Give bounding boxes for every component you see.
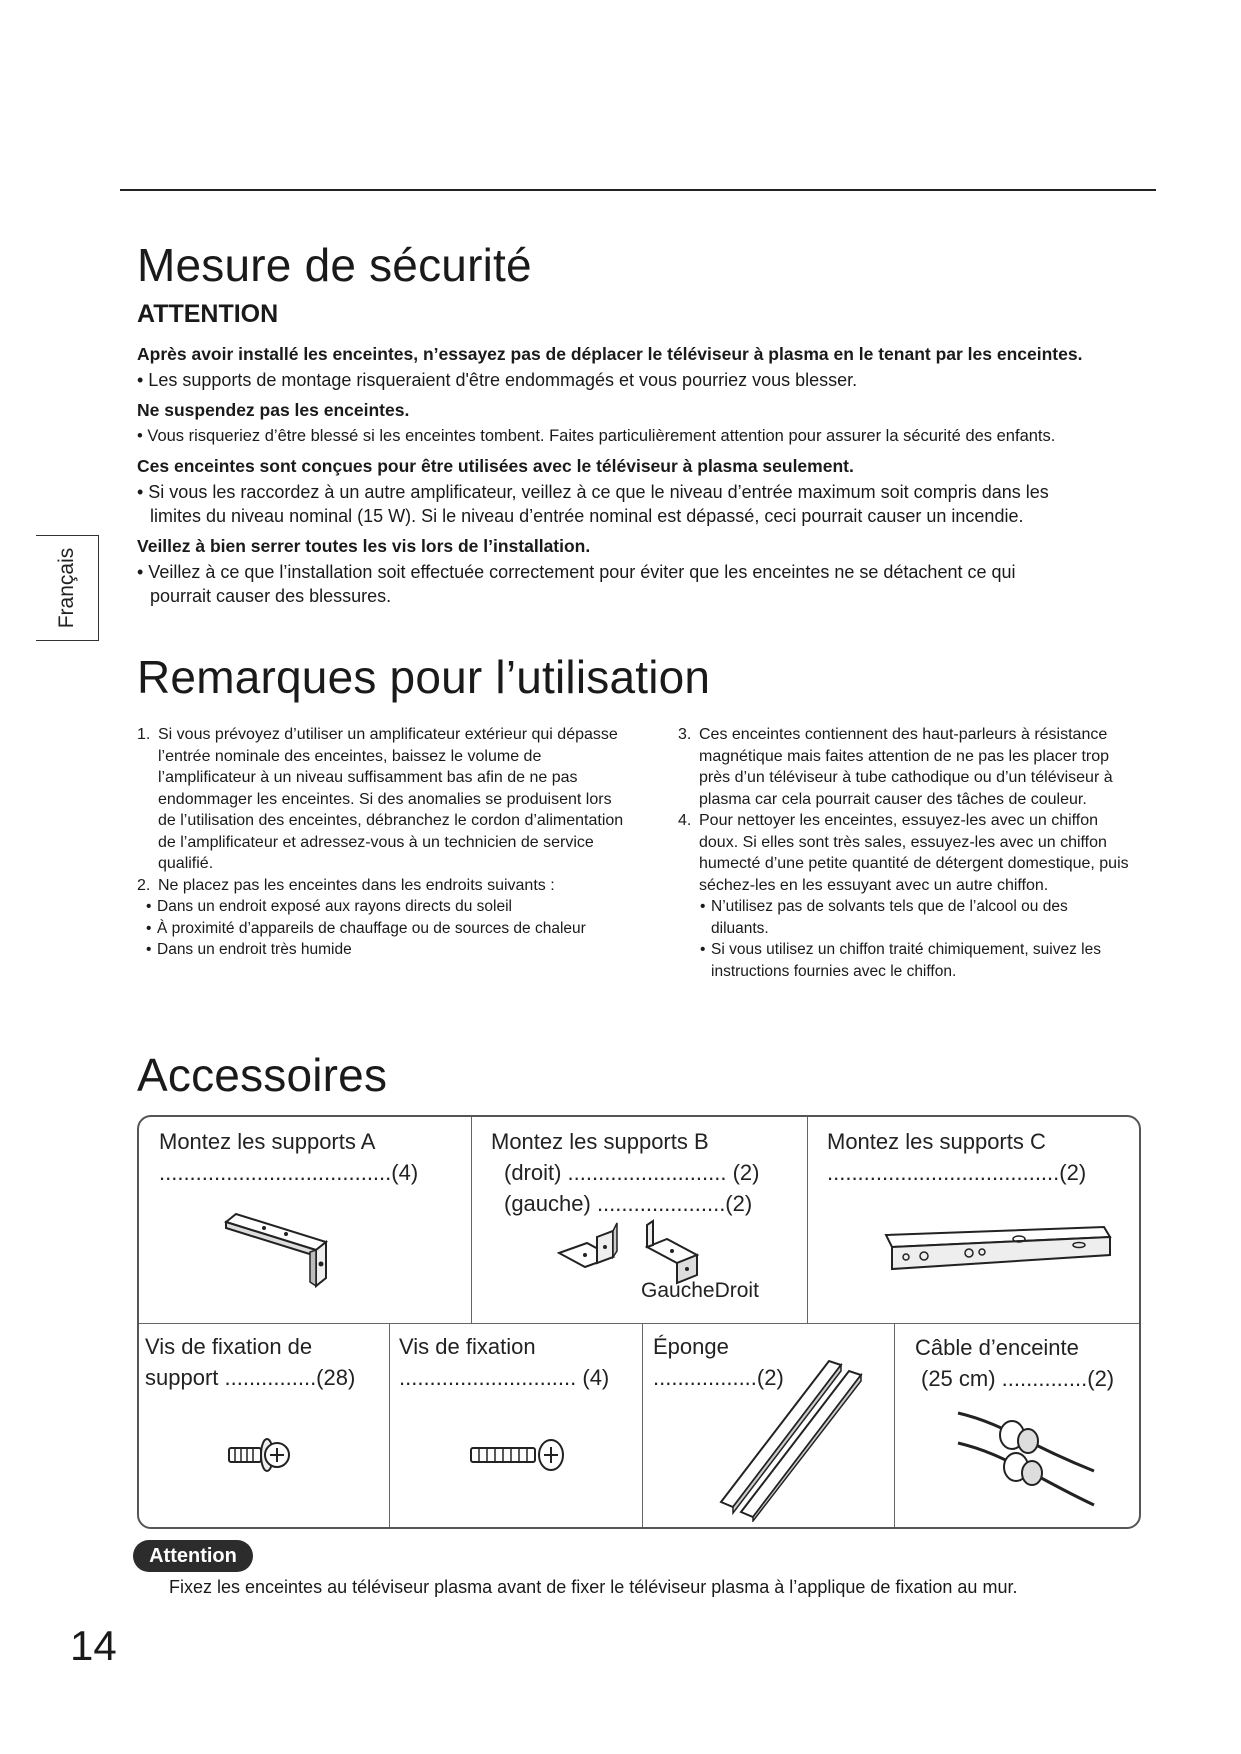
accessory-qty-left: (gauche) .....................(2)	[504, 1191, 753, 1216]
accessory-bracket-b	[491, 1126, 801, 1219]
short-screw-icon	[227, 1437, 297, 1473]
accessory-bracket-c	[827, 1126, 1127, 1188]
remarks-right-column	[678, 724, 1140, 982]
safety-title: Mesure de sécurité	[137, 239, 532, 291]
caption-right: Droit	[714, 1279, 759, 1302]
remark-subitem	[678, 896, 1140, 939]
table-col-divider	[894, 1323, 895, 1527]
accessory-speaker-cable	[915, 1332, 1140, 1394]
bullet: •	[700, 898, 706, 915]
page-number: 14	[70, 1622, 117, 1669]
accessory-name: Éponge	[653, 1334, 729, 1359]
table-row-divider	[139, 1323, 1139, 1324]
attention-heading: ATTENTION	[137, 300, 279, 328]
remark-text: Ne placez pas les enceintes dans les endroits suivants :	[158, 876, 555, 894]
remark-text: Pour nettoyer les enceintes, essuyez-les avec un chiffon doux. Si elles sont très sales, essuyez-les avec un chiffon humecté d’une petite quantité de détergent domestique, puis séchez-les en les essuyant avec un autre chiffon.	[699, 812, 1129, 894]
safety-warning-4: Veillez à bien serrer toutes les vis lors de l’installation.	[137, 536, 591, 556]
safety-detail-3b: limites du niveau nominal (15 W). Si le niveau d’entrée nominal est dépassé, ceci pourrait causer un incendie.	[150, 506, 1024, 526]
remark-text: Si vous prévoyez d’utiliser un amplificateur extérieur qui dépasse l’entrée nominale des enceintes, baissez le volume de l’amplificateur à un niveau suffisamment bas afin de ne pas endommager les enceintes. Si des anomalies se produisent lors de l’utilisation des enceintes, débranchez le cordon d’alimentation de l’amplificateur et adressez-vous à un technicien de service qualifié.	[158, 726, 624, 872]
accessory-bracket-screw	[145, 1331, 385, 1393]
attention-badge: Attention	[133, 1540, 253, 1572]
table-col-divider	[642, 1323, 643, 1527]
remark-item-4	[678, 810, 1140, 896]
header-rule	[120, 189, 1156, 191]
attention-note: Fixez les enceintes au téléviseur plasma avant de fixer le téléviseur plasma à l’applique de fixation au mur.	[169, 1577, 1018, 1597]
accessory-bracket-a	[159, 1126, 459, 1188]
bullet: •	[700, 941, 706, 958]
remark-subitem	[137, 918, 627, 940]
accessory-name: Montez les supports C	[827, 1129, 1046, 1154]
accessory-name: Câble d’enceinte	[915, 1335, 1079, 1360]
remark-subitem-text: N’utilisez pas de solvants tels que de l’alcool ou des diluants.	[711, 898, 1068, 937]
accessory-qty-right: (droit) .......................... (2)	[504, 1160, 760, 1185]
remark-subitem-text: Si vous utilisez un chiffon traité chimiquement, suivez les instructions fournies avec le chiffon.	[711, 941, 1101, 980]
sponge-icon	[717, 1357, 877, 1522]
remark-subitem	[137, 896, 627, 918]
remark-subitem	[137, 939, 627, 961]
accessories-title: Accessoires	[137, 1049, 388, 1101]
accessory-fixing-screw	[399, 1331, 639, 1393]
remark-item-3	[678, 724, 1140, 810]
accessory-name: Vis de fixation de	[145, 1334, 313, 1359]
accessory-qty: .................(2)	[653, 1365, 784, 1390]
safety-detail-1: • Les supports de montage risqueraient d'être endommagés et vous pourriez vous blesser.	[137, 370, 858, 390]
safety-detail-4a: • Veillez à ce que l’installation soit effectuée correctement pour éviter que les enceintes ne se détachent ce qui	[137, 562, 1016, 582]
remark-number: 4.	[678, 812, 692, 829]
accessory-qty: (25 cm) ..............(2)	[921, 1366, 1115, 1391]
remark-item-2	[137, 875, 627, 897]
accessory-qty: support ...............(28)	[145, 1365, 356, 1390]
remark-number: 1.	[137, 726, 151, 743]
remark-subitem	[678, 939, 1140, 982]
remark-subitem-text: À proximité d’appareils de chauffage ou de sources de chaleur	[157, 919, 586, 937]
safety-detail-2: • Vous risqueriez d’être blessé si les enceintes tombent. Faites particulièrement attention pour assurer la sécurité des enfants.	[137, 427, 1056, 445]
safety-detail-3a: • Si vous les raccordez à un autre amplificateur, veillez à ce que le niveau d’entrée maximum soit compris dans les	[137, 482, 1049, 502]
bracket-c-icon	[884, 1225, 1114, 1275]
accessory-qty: ......................................(4)	[159, 1160, 419, 1185]
remark-subitem-text: Dans un endroit très humide	[157, 941, 352, 958]
table-col-divider	[807, 1117, 808, 1323]
bullet: •	[146, 898, 152, 915]
table-col-divider	[471, 1117, 472, 1323]
accessory-name: Montez les supports A	[159, 1129, 376, 1154]
remark-item-1	[137, 724, 627, 875]
table-col-divider	[389, 1323, 390, 1527]
safety-warning-1: Après avoir installé les enceintes, n’essayez pas de déplacer le téléviseur à plasma en le tenant par les enceintes.	[137, 344, 1083, 364]
language-tab-label: Français	[55, 547, 78, 629]
accessories-table	[137, 1115, 1141, 1529]
safety-warning-3: Ces enceintes sont conçues pour être utilisées avec le téléviseur à plasma seulement.	[137, 456, 854, 476]
accessory-qty: ......................................(2)	[827, 1160, 1087, 1185]
remarks-left-column	[137, 724, 627, 961]
long-screw-icon	[469, 1437, 569, 1473]
remark-text: Ces enceintes contiennent des haut-parleurs à résistance magnétique mais faites attention de ne pas les placer trop près d’un téléviseur à tube cathodique ou d’un téléviseur à plasma car cela pourrait causer des tâches de couleur.	[699, 726, 1113, 808]
safety-detail-4b: pourrait causer des blessures.	[150, 586, 392, 606]
bracket-a-icon	[224, 1212, 354, 1292]
bullet: •	[146, 941, 152, 958]
safety-warning-2: Ne suspendez pas les enceintes.	[137, 400, 410, 420]
caption-left: Gauche	[641, 1279, 715, 1302]
bullet: •	[146, 919, 152, 937]
remarks-title: Remarques pour l’utilisation	[137, 651, 711, 703]
remark-subitem-text: Dans un endroit exposé aux rayons directs du soleil	[157, 898, 512, 915]
accessory-qty: ............................. (4)	[399, 1365, 610, 1390]
accessory-name: Vis de fixation	[399, 1334, 536, 1359]
safety-list	[137, 340, 1147, 612]
remark-number: 3.	[678, 726, 692, 743]
language-tab	[36, 535, 99, 641]
remark-number: 2.	[137, 876, 151, 894]
speaker-cable-icon	[954, 1409, 1099, 1519]
accessory-name: Montez les supports B	[491, 1129, 709, 1154]
bracket-b-caption	[641, 1275, 759, 1306]
